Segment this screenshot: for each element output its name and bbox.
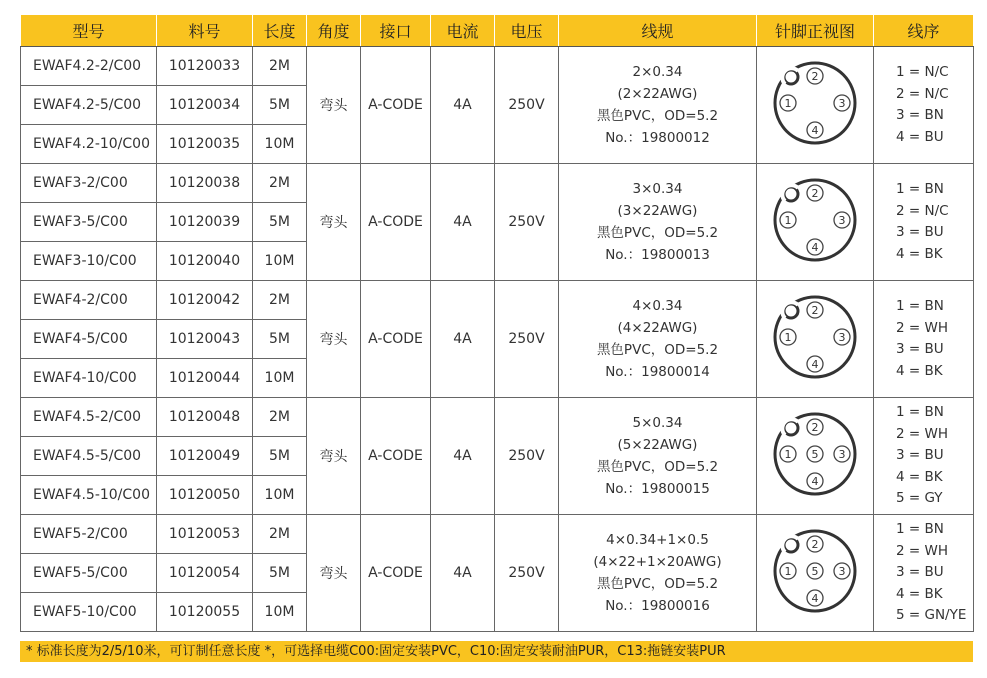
part-number-cell: 10120033 [157, 47, 253, 86]
header-pin-view: 针脚正视图 [757, 15, 874, 47]
model-cell: EWAF4-2/C00 [21, 281, 157, 320]
part-number-cell: 10120042 [157, 281, 253, 320]
wire-gauge-cell [559, 47, 757, 164]
wire-spec-line: 黑色PVC，OD=5.2 [596, 225, 719, 241]
wire-spec-line: No.：19800013 [605, 247, 710, 263]
wire-spec-line: 4×0.34 [632, 298, 683, 314]
header-model: 型号 [21, 15, 157, 47]
part-number-cell: 10120053 [157, 515, 253, 554]
pin-number: 3 [838, 214, 846, 227]
product-table [20, 14, 974, 632]
pin-number: 3 [838, 448, 846, 461]
length-cell: 2M [253, 47, 307, 86]
model-cell: EWAF4.5-10/C00 [21, 476, 157, 515]
pin-view-cell [757, 281, 874, 398]
angle-cell: 弯头 [307, 398, 361, 515]
table-row [21, 281, 974, 320]
wire-spec-line: 黑色PVC，OD=5.2 [596, 108, 719, 124]
wire-spec-line: 5×0.34 [632, 415, 683, 431]
wire-sequence-line: 1 = N/C [896, 64, 949, 80]
pin-diagram-icon [769, 525, 861, 617]
header-interface: 接口 [361, 15, 431, 47]
current-cell: 4A [431, 515, 495, 632]
pin-diagram-icon [769, 291, 861, 383]
wire-sequence-line: 4 = BK [896, 245, 943, 262]
length-cell: 10M [253, 359, 307, 398]
wire-sequence-cell [874, 515, 974, 632]
voltage-cell: 250V [495, 281, 559, 398]
wire-sequence-cell [874, 398, 974, 515]
header-wire-gauge: 线规 [559, 15, 757, 47]
footnote: * 标准长度为2/5/10米，可订制任意长度 *，可选择电缆C00:固定安装PVC，C10:固定安装耐油PUR，C13:拖链安装PUR [20, 641, 973, 662]
part-number-cell: 10120054 [157, 554, 253, 593]
voltage-cell: 250V [495, 398, 559, 515]
current-cell: 4A [431, 281, 495, 398]
wire-sequence-line: 5 = GY [896, 490, 943, 507]
wire-spec-line: No.：19800012 [605, 130, 710, 146]
wire-sequence-line: 2 = N/C [896, 202, 949, 219]
wire-spec-line: 4×0.34+1×0.5 [606, 532, 709, 548]
length-cell: 5M [253, 437, 307, 476]
wire-sequence-line: 3 = BN [896, 107, 944, 123]
length-cell: 5M [253, 203, 307, 242]
length-cell: 5M [253, 554, 307, 593]
pin-diagram-icon [769, 408, 861, 500]
header-wire-sequence: 线序 [874, 15, 974, 47]
table-row [21, 47, 974, 86]
interface-cell: A-CODE [361, 47, 431, 164]
wire-spec-line: No.：19800016 [605, 598, 710, 614]
voltage-cell: 250V [495, 47, 559, 164]
wire-sequence-line: 4 = BK [896, 468, 943, 485]
wire-sequence-line: 3 = BU [896, 564, 944, 581]
length-cell: 5M [253, 86, 307, 125]
model-cell: EWAF5-2/C00 [21, 515, 157, 554]
current-cell: 4A [431, 47, 495, 164]
part-number-cell: 10120048 [157, 398, 253, 437]
wire-sequence-line: 5 = GN/YE [896, 607, 967, 624]
part-number-cell: 10120035 [157, 125, 253, 164]
wire-spec-line: (4×22+1×20AWG) [593, 554, 722, 570]
table-row [21, 398, 974, 437]
wire-sequence-cell [874, 281, 974, 398]
pin-number: 1 [784, 331, 792, 344]
length-cell: 10M [253, 125, 307, 164]
wire-sequence-line: 3 = BU [896, 341, 944, 357]
wire-spec-line: 黑色PVC，OD=5.2 [596, 459, 719, 475]
wire-gauge-cell [559, 164, 757, 281]
model-cell: EWAF4-10/C00 [21, 359, 157, 398]
pin-diagram-icon [769, 174, 861, 266]
header-voltage: 电压 [495, 15, 559, 47]
part-number-cell: 10120034 [157, 86, 253, 125]
pin-number: 3 [838, 97, 846, 110]
model-cell: EWAF5-10/C00 [21, 593, 157, 632]
part-number-cell: 10120040 [157, 242, 253, 281]
wire-spec-line: (5×22AWG) [617, 437, 698, 453]
model-cell: EWAF5-5/C00 [21, 554, 157, 593]
part-number-cell: 10120043 [157, 320, 253, 359]
model-cell: EWAF3-2/C00 [21, 164, 157, 203]
wire-sequence-line: 2 = N/C [896, 85, 949, 102]
interface-cell: A-CODE [361, 164, 431, 281]
wire-sequence-line: 2 = WH [896, 542, 948, 559]
current-cell: 4A [431, 164, 495, 281]
pin-view-cell [757, 398, 874, 515]
header-length: 长度 [253, 15, 307, 47]
wire-sequence-line: 1 = BN [896, 298, 944, 314]
model-cell: EWAF4.2-10/C00 [21, 125, 157, 164]
header-current: 电流 [431, 15, 495, 47]
product-table-container [20, 14, 973, 632]
pin-number: 4 [811, 592, 819, 605]
wire-spec-line: (2×22AWG) [617, 86, 698, 102]
header-row [21, 15, 974, 47]
interface-cell: A-CODE [361, 515, 431, 632]
model-cell: EWAF4-5/C00 [21, 320, 157, 359]
pin-diagram-icon [769, 57, 861, 149]
pin-number: 3 [838, 565, 846, 578]
wire-sequence-cell [874, 47, 974, 164]
header-angle: 角度 [307, 15, 361, 47]
pin-number: 4 [811, 241, 819, 254]
wire-spec-line: 黑色PVC，OD=5.2 [596, 342, 719, 358]
header-part-number: 料号 [157, 15, 253, 47]
wire-sequence-line: 1 = BN [896, 404, 944, 421]
wire-gauge-cell [559, 515, 757, 632]
wire-sequence-line: 3 = BU [896, 447, 944, 464]
angle-cell: 弯头 [307, 164, 361, 281]
voltage-cell: 250V [495, 515, 559, 632]
pin-number: 1 [784, 214, 792, 227]
wire-spec-line: (3×22AWG) [617, 203, 698, 219]
interface-cell: A-CODE [361, 398, 431, 515]
wire-spec-line: 2×0.34 [632, 64, 683, 80]
model-cell: EWAF3-5/C00 [21, 203, 157, 242]
part-number-cell: 10120038 [157, 164, 253, 203]
wire-sequence-line: 4 = BK [896, 362, 943, 379]
wire-gauge-cell [559, 281, 757, 398]
wire-sequence-line: 1 = BN [896, 521, 944, 538]
pin-view-cell [757, 515, 874, 632]
pin-number: 5 [811, 448, 819, 461]
length-cell: 5M [253, 320, 307, 359]
pin-number: 2 [811, 187, 819, 200]
length-cell: 10M [253, 242, 307, 281]
length-cell: 2M [253, 281, 307, 320]
wire-sequence-line: 1 = BN [896, 181, 944, 197]
wire-sequence-line: 3 = BU [896, 224, 944, 240]
length-cell: 10M [253, 476, 307, 515]
pin-number: 5 [811, 565, 819, 578]
pin-number: 4 [811, 475, 819, 488]
part-number-cell: 10120044 [157, 359, 253, 398]
wire-sequence-line: 2 = WH [896, 319, 948, 336]
model-cell: EWAF4.2-2/C00 [21, 47, 157, 86]
table-row [21, 515, 974, 554]
angle-cell: 弯头 [307, 515, 361, 632]
wire-sequence-cell [874, 164, 974, 281]
pin-number: 1 [784, 448, 792, 461]
part-number-cell: 10120049 [157, 437, 253, 476]
current-cell: 4A [431, 398, 495, 515]
pin-number: 4 [811, 124, 819, 137]
model-cell: EWAF4.2-5/C00 [21, 86, 157, 125]
angle-cell: 弯头 [307, 281, 361, 398]
pin-number: 1 [784, 97, 792, 110]
pin-number: 2 [811, 538, 819, 551]
pin-number: 3 [838, 331, 846, 344]
wire-spec-line: (4×22AWG) [617, 320, 698, 336]
length-cell: 10M [253, 593, 307, 632]
pin-number: 2 [811, 304, 819, 317]
model-cell: EWAF4.5-2/C00 [21, 398, 157, 437]
part-number-cell: 10120055 [157, 593, 253, 632]
wire-sequence-line: 2 = WH [896, 425, 948, 442]
interface-cell: A-CODE [361, 281, 431, 398]
pin-number: 2 [811, 70, 819, 83]
table-row [21, 164, 974, 203]
model-cell: EWAF3-10/C00 [21, 242, 157, 281]
angle-cell: 弯头 [307, 47, 361, 164]
pin-number: 4 [811, 358, 819, 371]
length-cell: 2M [253, 398, 307, 437]
wire-spec-line: No.：19800015 [605, 481, 710, 497]
wire-gauge-cell [559, 398, 757, 515]
wire-sequence-line: 4 = BU [896, 128, 944, 145]
part-number-cell: 10120039 [157, 203, 253, 242]
wire-spec-line: No.：19800014 [605, 364, 710, 380]
wire-spec-line: 黑色PVC，OD=5.2 [596, 576, 719, 592]
model-cell: EWAF4.5-5/C00 [21, 437, 157, 476]
length-cell: 2M [253, 515, 307, 554]
pin-view-cell [757, 47, 874, 164]
pin-view-cell [757, 164, 874, 281]
length-cell: 2M [253, 164, 307, 203]
wire-spec-line: 3×0.34 [632, 181, 683, 197]
part-number-cell: 10120050 [157, 476, 253, 515]
wire-sequence-line: 4 = BK [896, 585, 943, 602]
pin-number: 1 [784, 565, 792, 578]
voltage-cell: 250V [495, 164, 559, 281]
pin-number: 2 [811, 421, 819, 434]
